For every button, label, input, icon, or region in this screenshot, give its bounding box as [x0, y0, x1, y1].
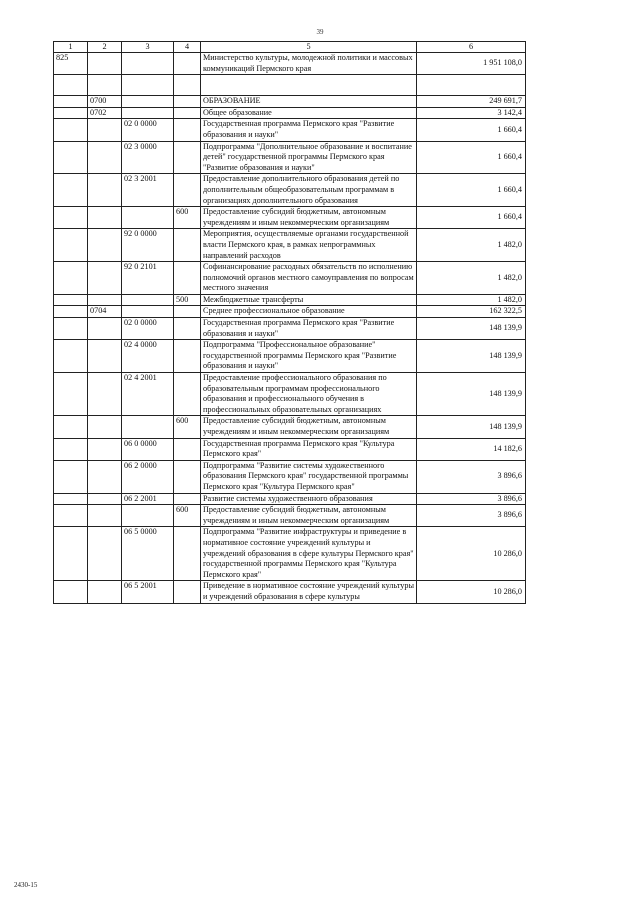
cell-c6: 3 142,4	[417, 107, 526, 119]
cell-c4: 500	[174, 294, 201, 306]
cell-c5: Предоставление дополнительного образования детей по дополнительным общеобразовательным программам в организациях дополнительного образования	[201, 174, 417, 207]
cell-c3	[122, 294, 174, 306]
cell-c2	[88, 229, 122, 262]
cell-c5: Предоставление профессионального образования по образовательным программам профессионального образования и профессионального обучения в профессиональных образовательных организациях	[201, 373, 417, 416]
cell-c4: 600	[174, 207, 201, 229]
table-row	[54, 96, 526, 108]
cell-c3: 02 4 2001	[122, 373, 174, 416]
cell-c1	[54, 262, 88, 295]
cell-c2	[88, 141, 122, 174]
table-row	[54, 527, 526, 581]
cell-c4	[174, 107, 201, 119]
table-row	[54, 505, 526, 527]
cell-c1	[54, 229, 88, 262]
cell-c2	[88, 294, 122, 306]
table-row	[54, 460, 526, 493]
cell-c6: 148 139,9	[417, 416, 526, 438]
cell-c6: 148 139,9	[417, 373, 526, 416]
cell-c4	[174, 306, 201, 318]
cell-c5: Софинансирование расходных обязательств по исполнению полномочий органов местного самоуправления по вопросам местного значения	[201, 262, 417, 295]
cell-c6: 148 139,9	[417, 340, 526, 373]
cell-c1	[54, 107, 88, 119]
table-row	[54, 107, 526, 119]
cell-c4	[174, 438, 201, 460]
table-row	[54, 119, 526, 141]
cell-c2: 0704	[88, 306, 122, 318]
table-row	[54, 229, 526, 262]
cell-c2	[88, 174, 122, 207]
cell-c6: 1 660,4	[417, 174, 526, 207]
cell-c1	[54, 460, 88, 493]
column-header: 1	[54, 42, 88, 53]
table-row	[54, 174, 526, 207]
table-row	[54, 75, 526, 96]
cell-c6: 249 691,7	[417, 96, 526, 108]
cell-c3: 92 0 2101	[122, 262, 174, 295]
cell-c6: 3 896,6	[417, 493, 526, 505]
cell-c4	[174, 373, 201, 416]
cell-c4	[174, 75, 201, 96]
cell-c4	[174, 493, 201, 505]
cell-c2	[88, 527, 122, 581]
cell-c3	[122, 107, 174, 119]
column-header: 2	[88, 42, 122, 53]
table-header-row	[54, 42, 526, 53]
table-row	[54, 53, 526, 75]
cell-c6: 162 322,5	[417, 306, 526, 318]
cell-c3: 02 0 0000	[122, 119, 174, 141]
cell-c4	[174, 141, 201, 174]
table-row	[54, 438, 526, 460]
table-row	[54, 416, 526, 438]
page-number: 39	[316, 28, 324, 36]
cell-c3: 02 4 0000	[122, 340, 174, 373]
cell-c1	[54, 119, 88, 141]
cell-c5: Подпрограмма "Профессиональное образование" государственной программы Пермского края "Развитие образования и науки"	[201, 340, 417, 373]
cell-c1: 825	[54, 53, 88, 75]
cell-c2	[88, 505, 122, 527]
cell-c4	[174, 262, 201, 295]
table-row	[54, 493, 526, 505]
cell-c2	[88, 493, 122, 505]
cell-c5: Предоставление субсидий бюджетным, автономным учреждениям и иным некоммерческим организациям	[201, 505, 417, 527]
cell-c5: Министерство культуры, молодежной политики и массовых коммуникаций Пермского края	[201, 53, 417, 75]
cell-c1	[54, 141, 88, 174]
cell-c1	[54, 75, 88, 96]
cell-c1	[54, 438, 88, 460]
cell-c2: 0700	[88, 96, 122, 108]
table-body	[54, 53, 526, 604]
cell-c4	[174, 581, 201, 603]
table-row	[54, 262, 526, 295]
cell-c5: Государственная программа Пермского края "Культура Пермского края"	[201, 438, 417, 460]
cell-c6: 1 660,4	[417, 141, 526, 174]
column-header: 3	[122, 42, 174, 53]
cell-c3: 06 5 2001	[122, 581, 174, 603]
cell-c5: Межбюджетные трансферты	[201, 294, 417, 306]
cell-c3	[122, 75, 174, 96]
cell-c3	[122, 207, 174, 229]
table-row	[54, 581, 526, 603]
cell-c1	[54, 207, 88, 229]
cell-c1	[54, 294, 88, 306]
table-row	[54, 318, 526, 340]
cell-c5: Подпрограмма "Развитие инфраструктуры и приведение в нормативное состояние учреждений культуры и учреждений образования в сфере культуры Пермского края" государственной программы Пермского края "Культура Пермского края"	[201, 527, 417, 581]
cell-c3: 02 3 0000	[122, 141, 174, 174]
cell-c5: Мероприятия, осуществляемые органами государственной власти Пермского края, в рамках непрограммных направлений расходов	[201, 229, 417, 262]
cell-c5: Среднее профессиональное образование	[201, 306, 417, 318]
document-code: 2430-15	[14, 881, 38, 889]
column-header: 6	[417, 42, 526, 53]
cell-c1	[54, 581, 88, 603]
cell-c3	[122, 416, 174, 438]
budget-table	[53, 41, 526, 604]
cell-c6: 10 286,0	[417, 527, 526, 581]
cell-c6: 1 660,4	[417, 119, 526, 141]
cell-c2	[88, 373, 122, 416]
cell-c2	[88, 207, 122, 229]
cell-c1	[54, 306, 88, 318]
cell-c6	[417, 75, 526, 96]
cell-c1	[54, 527, 88, 581]
table-row	[54, 141, 526, 174]
cell-c1	[54, 493, 88, 505]
cell-c3	[122, 53, 174, 75]
cell-c4: 600	[174, 416, 201, 438]
cell-c6: 10 286,0	[417, 581, 526, 603]
cell-c4	[174, 119, 201, 141]
cell-c6: 1 660,4	[417, 207, 526, 229]
cell-c6: 3 896,6	[417, 460, 526, 493]
table-row	[54, 294, 526, 306]
cell-c5: Подпрограмма "Развитие системы художественного образования Пермского края" государственной программы Пермского края "Культура Пермского края"	[201, 460, 417, 493]
cell-c1	[54, 318, 88, 340]
cell-c4	[174, 527, 201, 581]
cell-c3: 02 0 0000	[122, 318, 174, 340]
cell-c6: 1 951 108,0	[417, 53, 526, 75]
cell-c4	[174, 53, 201, 75]
cell-c5: Приведение в нормативное состояние учреждений культуры и учреждений образования в сфере культуры	[201, 581, 417, 603]
cell-c2	[88, 53, 122, 75]
cell-c2	[88, 581, 122, 603]
cell-c3: 92 0 0000	[122, 229, 174, 262]
column-header: 4	[174, 42, 201, 53]
cell-c2	[88, 75, 122, 96]
cell-c6: 14 182,6	[417, 438, 526, 460]
cell-c4	[174, 318, 201, 340]
table-row	[54, 373, 526, 416]
cell-c5	[201, 75, 417, 96]
cell-c2: 0702	[88, 107, 122, 119]
cell-c5: ОБРАЗОВАНИЕ	[201, 96, 417, 108]
cell-c4	[174, 96, 201, 108]
cell-c5: Развитие системы художественного образования	[201, 493, 417, 505]
cell-c4	[174, 229, 201, 262]
cell-c4	[174, 460, 201, 493]
table-row	[54, 207, 526, 229]
cell-c5: Подпрограмма "Дополнительное образование и воспитание детей" государственной программы Пермского края "Развитие образования и науки"	[201, 141, 417, 174]
cell-c5: Государственная программа Пермского края "Развитие образования и науки"	[201, 119, 417, 141]
cell-c4	[174, 174, 201, 207]
cell-c5: Предоставление субсидий бюджетным, автономным учреждениям и иным некоммерческим организациям	[201, 207, 417, 229]
cell-c1	[54, 505, 88, 527]
cell-c3: 02 3 2001	[122, 174, 174, 207]
cell-c6: 3 896,6	[417, 505, 526, 527]
cell-c3: 06 2 2001	[122, 493, 174, 505]
cell-c2	[88, 460, 122, 493]
cell-c1	[54, 340, 88, 373]
cell-c6: 1 482,0	[417, 294, 526, 306]
cell-c3: 06 0 0000	[122, 438, 174, 460]
cell-c1	[54, 416, 88, 438]
cell-c2	[88, 262, 122, 295]
cell-c6: 1 482,0	[417, 229, 526, 262]
cell-c5: Предоставление субсидий бюджетным, автономным учреждениям и иным некоммерческим организациям	[201, 416, 417, 438]
cell-c3	[122, 96, 174, 108]
cell-c6: 148 139,9	[417, 318, 526, 340]
cell-c4: 600	[174, 505, 201, 527]
cell-c2	[88, 340, 122, 373]
cell-c4	[174, 340, 201, 373]
cell-c3	[122, 505, 174, 527]
column-header: 5	[201, 42, 417, 53]
table-row	[54, 340, 526, 373]
cell-c1	[54, 174, 88, 207]
cell-c3	[122, 306, 174, 318]
cell-c6: 1 482,0	[417, 262, 526, 295]
cell-c2	[88, 318, 122, 340]
cell-c1	[54, 96, 88, 108]
cell-c5: Общее образование	[201, 107, 417, 119]
cell-c3: 06 2 0000	[122, 460, 174, 493]
cell-c1	[54, 373, 88, 416]
cell-c5: Государственная программа Пермского края "Развитие образования и науки"	[201, 318, 417, 340]
cell-c3: 06 5 0000	[122, 527, 174, 581]
cell-c2	[88, 438, 122, 460]
cell-c2	[88, 119, 122, 141]
cell-c2	[88, 416, 122, 438]
table-row	[54, 306, 526, 318]
